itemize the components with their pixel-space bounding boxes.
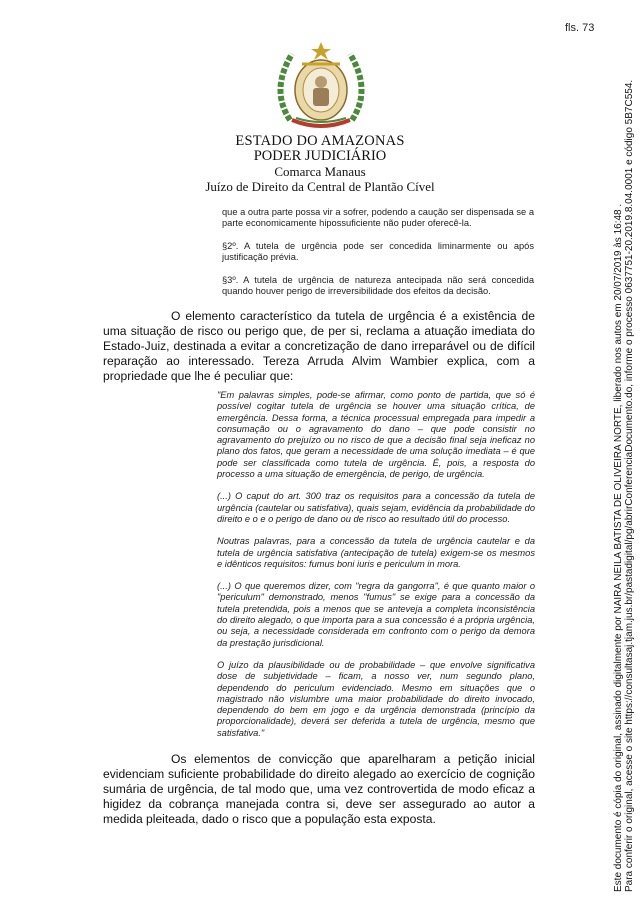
- coat-of-arms-icon: [262, 40, 380, 132]
- law-excerpt: [222, 207, 534, 308]
- law-paragraph: §2º. A tutela de urgência pode ser concedida liminarmente ou após justificação prévia.: [222, 240, 534, 263]
- court-name: Juízo de Direito da Central de Plantão Cível: [205, 179, 435, 194]
- law-paragraph: §3º. A tutela de urgência de natureza antecipada não será concedida quando houver perigo de irreversibilidade dos efeitos da decisão.: [222, 274, 534, 297]
- paragraph-text: Os elementos de convicção que aparelharam a petição inicial evidenciam suficiente probabilidade do direito alegado ao exercício de cognição sumária de urgência, de tal modo que, uma vez controvertida de modo eficaz a higidez da cobrança manejada contra si, deve ser assegurado ao autor a medida pleiteada, dado o risco que a população esta exposta.: [103, 752, 535, 826]
- page-number: fls. 73: [565, 22, 595, 34]
- law-paragraph: que a outra parte possa vir a sofrer, podendo a caução ser dispensada se a parte economicamente hipossuficiente não puder oferecê-la.: [222, 207, 534, 229]
- quote-paragraph: (...) O que queremos dizer, com "regra da gangorra", é que quanto maior o "periculum" demonstrado, menos "fumus" se exige para a concessão da tutela pretendida, pois a menos que se anteveja a completa inconsistência do direito alegado, o que importa para a sua concessão é a própria urgência, ou seja, a necessidade considerada em confronto com o perigo da demora da prestação jurisdicional.: [217, 581, 535, 648]
- stamp-line-1: Este documento é cópia do original, assinado digitalmente por NAIRA NEILA BATISTA DE OLIVEIRA NORTE, liberado nos autos em 20/07/2019 às 16:48 .: [613, 203, 624, 892]
- body-paragraph-1: [103, 309, 535, 384]
- state-name: ESTADO DO AMAZONAS: [235, 133, 405, 149]
- doctrine-quote: [217, 390, 535, 750]
- stamp-line-2: Para conferir o original, acesse o site https://consultasaj.tjam.jus.br/pastadigital/pg/abrirConferenciaDocumento.do, informe o processo 0637751-20.2019.8.04.0001 e código 5B7C554.: [624, 79, 635, 892]
- body-paragraph-2: [103, 752, 535, 827]
- quote-paragraph: "Em palavras simples, pode-se afirmar, como ponto de partida, que só é possível cogitar tutela de urgência se houver uma situação crítica, de emergência. Dessa forma, a técnica processual empregada para impedir a consumação ou o agravamento do dano – que pode consistir no agravamento do prejuízo ou no risco de que a decisão final seja ineficaz no plano dos fatos, que geram a necessidade de uma solução imediata – é que pode ser classificada como tutela de urgência. É, pois, a resposta do processo a uma situação de emergência, de perigo, de urgência.: [217, 390, 535, 480]
- quote-paragraph: O juízo da plausibilidade ou de probabilidade – que envolve significativa dose de subjetividade – ficam, a nosso ver, num segundo plano, dependendo do periculum evidenciado. Mesmo em situações que o magistrado não vislumbre uma maior probabilidade do direito invocado, dependendo do bem em jogo e da urgência demonstrada (princípio da proporcionalidade), deverá ser deferida a tutela de urgência, mesmo que satisfativa.": [217, 659, 535, 738]
- digital-signature-stamp: [613, 0, 635, 892]
- branch-name: PODER JUDICIÁRIO: [253, 148, 387, 164]
- court-header: [150, 134, 490, 194]
- quote-paragraph: (...) O caput do art. 300 traz os requisitos para a concessão da tutela de urgência (cautelar ou satisfativa), quais sejam, evidência da probabilidade do direito e o e o perigo de dano ou de risco ao resultado útil do processo.: [217, 491, 535, 524]
- district-name: Comarca Manaus: [274, 164, 366, 179]
- paragraph-text: O elemento característico da tutela de urgência é a existência de uma situação de risco ou perigo que, de per si, reclama a atuação imediata do Estado-Juiz, destinada a evitar a concretização de dano irreparável ou de difícil reparação ao interessado. Tereza Arruda Alvim Wambier explica, com a propriedade que lhe é peculiar que:: [103, 309, 535, 383]
- quote-paragraph: Noutras palavras, para a concessão da tutela de urgência cautelar e da tutela de urgência satisfativa (antecipação de tutela) exigem-se os mesmos e idênticos requisitos: fumus boni iuris e periculum in mora.: [217, 536, 535, 569]
